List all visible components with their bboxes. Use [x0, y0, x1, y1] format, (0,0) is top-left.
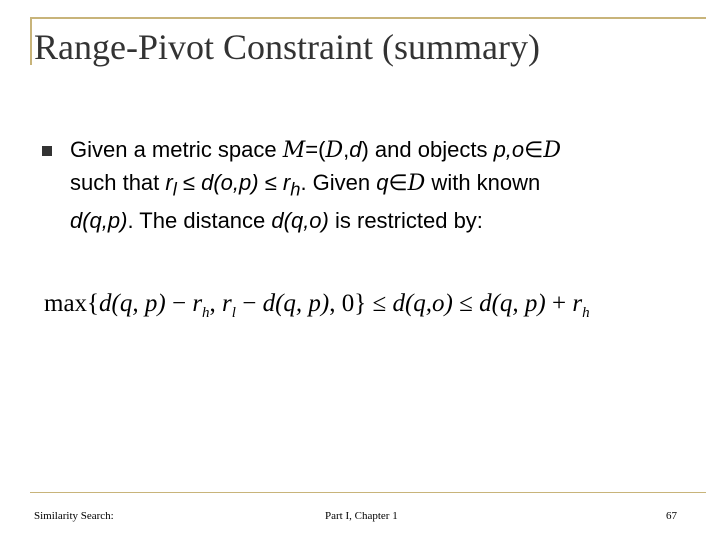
footer-center-text: Part I, Chapter 1 [325, 510, 398, 522]
bullet-text: Given a metric space M=(D,d) and objects p,o∈D such that $r_l \le d(o,p) \le r_h$. Given q∈D with known d(q,p). The distance d(q,o) is restricted by: [70, 137, 561, 234]
footer-rule [30, 492, 706, 493]
range-pivot-formula: max{d(q, $p) - r_h$, $r_l - d(q$, p), 0} ≤ d(q,o) ≤ d(q, $p) + r_h$ [44, 290, 590, 321]
metric-space-symbol: M [282, 138, 306, 163]
frame-top-rule [30, 17, 706, 19]
domain-symbol: D [325, 138, 344, 163]
footer-left-text: Similarity Search: [34, 510, 114, 522]
bullet-square-icon [42, 146, 52, 156]
page-number: 67 [666, 510, 677, 522]
frame-left-rule [30, 17, 32, 65]
slide-title: Range-Pivot Constraint (summary) [34, 27, 540, 67]
